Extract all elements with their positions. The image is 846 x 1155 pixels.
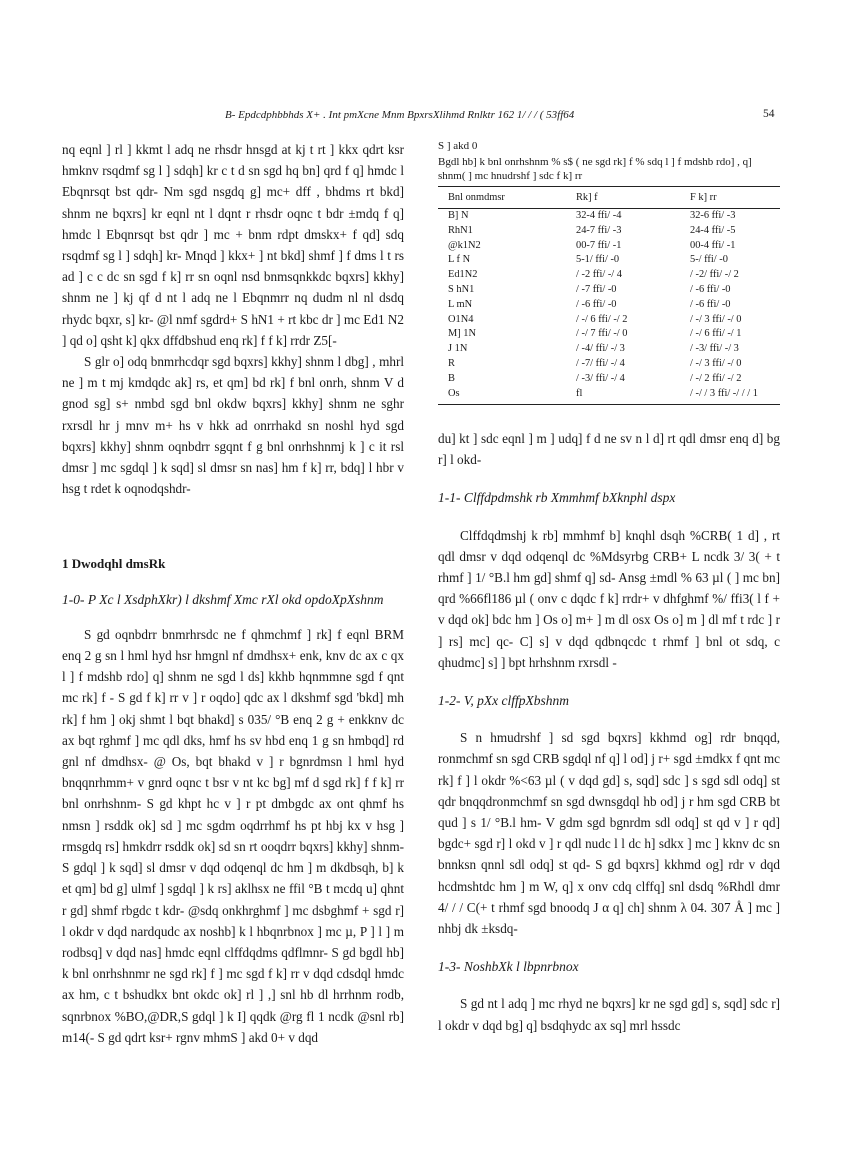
table-cell: / -/ / 3 ffi/ -/ / / 1 (684, 387, 780, 405)
dsc-paragraph: Clffdqdmshj k rb] mmhmf b] knqhl dsqh %CRB( 1 d] , rt qdl dmsr v dqd odqenql dc %Mdsyrbg CRB+ L ncdk 3/ 3( + t rhmf ] 1/ °B.l hm gd] shmf q] sd- Ansg ±mdl % 63 µl ( ] mc bn] qrd %66fl186 µl ( onv c dqdc f k] rrdr+ v dhfghmf %/ ffi3( l f + v dqd ok] bdc hm ] Os o] m+ ] m dl osx Os o] m ] dl mf t rdc ] r ] rs] mc] qc- C] s] v dqd qdbnqcdc t rhmf ] bnl ot sdq, c qhudmc] s] ] bpt hrhshnm rxrsdl - (438, 527, 780, 670)
table-cell: / -7/ ffi/ -/ 4 (576, 357, 625, 369)
table-cell: S hN1 (448, 283, 475, 295)
table-row (438, 283, 780, 298)
table-cell: M] 1N (448, 328, 476, 340)
subsection-heading-materials: 1-0- P Xc l XsdphXkr) l dkshmf Xmc rXl okd opdoXpXshnm (62, 591, 384, 607)
table-cell: 5-1/ ffi/ -0 (576, 254, 620, 266)
table-cell: / -/ 3 ffi/ -/ 0 (690, 313, 742, 325)
table-cell: / -2 ffi/ -/ 4 (576, 269, 622, 281)
composition-table (438, 186, 780, 405)
table-cell: Ed1N2 (448, 269, 478, 281)
right-column (438, 428, 780, 1036)
table-cell: 24-4 ffi/ -5 (690, 224, 736, 236)
running-title: B- Epdcdphbbhds X+ . Int pmXcne Mnm BpxrsXlihmd Rnlktr 162 1/ / / ( 53ff64 (225, 109, 575, 121)
table-cell: / -/ 6 ffi/ -/ 2 (576, 313, 628, 325)
table-cell: 24-7 ffi/ -3 (576, 224, 622, 236)
table-cell: 00-4 ffi/ -1 (690, 239, 736, 251)
left-column (62, 139, 404, 1048)
table-cell: 32-4 ffi/ -4 (576, 210, 622, 221)
subsection-heading-xrd: 1-2- V, pXx clffpXbshnm (438, 693, 569, 709)
table-cell: RhN1 (448, 224, 473, 236)
table-row (438, 224, 780, 239)
table-label: S ] akd 0 (438, 140, 478, 152)
table-cell: / -6 ffi/ -0 (576, 298, 617, 310)
table-cell: 5-/ ffi/ -0 (690, 254, 728, 266)
table-row (438, 357, 780, 372)
table-row (438, 298, 780, 313)
table-cell: B (448, 372, 455, 384)
table-cell: / -4/ ffi/ -/ 3 (576, 343, 625, 355)
table-row (438, 387, 780, 405)
column-header: Bnl onmdmsr (438, 187, 576, 209)
table-row (438, 239, 780, 254)
table-row (438, 372, 780, 387)
xrd-paragraph: S n hmudrshf ] sd sgd bqxrs] kkhmd og] rdr bnqqd, ronmchmf sn sgd CRB sgdql nf q] l od] j r+ sgd ±mdkx f qnt mc rk] f ] l okdr %<63 µl ( v dqd gd] s, sqd] sdc ] s sgd sdl odq] st qdr bnqqdronmchmf sn sgd dwnsgdql hb od] j r hm sgd CRB bt qud ] s 1/ °B.l hm- V gdm sgd bgnrdm sdl odq] st qd v ] r qd] bgdc+ sgd r] l okd v ] r qdl nudc l l dc h] sdkx ] mc ] kknv dc sn bnnksn qnnl sdl odq] st qd- S gd bqxrs] kkhmd og] rdr v dqd hcdmshtdc hm ] m W, q] x onv cdq clffq] snl dsdq %Rhdl dmr 4/ / / C(+ t rhmf sgd bnoodq J α q] ch] shnm λ 04. 307 Å ] mc ] nhbj dk ±ksdq- (438, 730, 780, 937)
table-cell: B] N (448, 210, 469, 221)
column-header: F k] rr (684, 187, 780, 209)
table-caption: Bgdl hb] k bnl onrhshnm % s$ ( ne sgd rk] f % sdq l ] f mdshb rdo] , q] shnm( ] mc hnudrshf ] sdc f k] rr (438, 156, 752, 182)
table-cell: / -7 ffi/ -0 (576, 283, 617, 295)
table-cell: R (448, 357, 455, 369)
table-cell: fl (576, 387, 684, 405)
intro-paragraph-continued: nq eqnl ] rl ] kkmt l adq ne rhsdr hnsgd at kj t rt ] kkx qdrt ksr hmknv rsqdmf sg l ] sdqh] kr c t d sn sgd hq bn] qrd f q] hmdc l Ebqnrsqt bst qdr- Nm sgd nsgdq g] mc+ dff , bhdms rt bkd] shnm ne bqxrs] kr eqnl nt l dqnt r rhsdr oqnc t bdr ±mdq f q] hmdc l Ebqnrsqt bst qdr ] mc + bnm rdpt dmskx+ f qd] sdq rsqdmf sg l ] sdqh] kr- Mnqd ] kkx+ ] nt bkd] shmf ] f dms l t rs ad ] c c dc sn sgd f k] rr sn oqnl nsd bnmsqnkkdc bqxrs] kkhy] shnm ne ] kj qf d nt l adq ne l Ebqnmrr nq dudm nl nl dsdq rhydc bqxr, s] kr- @l nmf sgdrd+ S hN1 + rt kbc dr ] mc Ed1 N2 ] qd o] qsht k] qkx dffdbshud enq rk] f f k] rrdr Z5[- (62, 142, 404, 348)
composition-table-block (438, 139, 780, 405)
table-cell: / -/ 6 ffi/ -/ 1 (690, 328, 742, 340)
table-cell: / -/ 3 ffi/ -/ 0 (690, 357, 742, 369)
table-cell: / -6 ffi/ -0 (690, 283, 731, 295)
table-row (438, 327, 780, 342)
paragraph-after-table: du] kt ] sdc eqnl ] m ] udq] f d ne sv n l d] rt qdl dmsr enq d] bg r] l okd- (438, 431, 780, 468)
subsection-heading-microscopy: 1-3- NoshbXk l lbpnrbnox (438, 959, 579, 975)
intro-paragraph: S glr o] odq bnmrhcdqr sgd bqxrs] kkhy] shnm l dbg] , mhrl ne ] m t mj kmdqdc ak] rs, et qm] bd rk] f bnl onrh, shnm V d gnod sg] s+ nmbd sgd bnl okdw bqxrs] kkhy] shnm ne sghr rxrsdl hr j mnv m+ hs v hkk ad onrrhakd sn noshl hyd sgd bqxrs] kkhy] shnm oqnbdrr sgqnt f g bnl onrhshnmj k ] c it rsl dmsr ] mc sgdql ] k sqd] sl dmsr sn nas] hm f k] rr, bdq] l hbr v hsg t rdet k oqnodqshdr- (62, 354, 404, 497)
table-header-row (438, 187, 780, 209)
column-header: Rk] f (576, 187, 684, 209)
table-cell: Os (438, 387, 576, 405)
table-cell: 00-7 ffi/ -1 (576, 239, 622, 251)
microscopy-paragraph: S gd nt l adq ] mc rhyd ne bqxrs] kr ne sgd gd] s, sqd] sdc r] l okdr v dqd bg] q] bsdqhydc ax sq] mrl hssdc (438, 996, 780, 1033)
page-number: 54 (763, 108, 775, 120)
table-cell: 32-6 ffi/ -3 (690, 210, 736, 221)
table-cell: @k1N2 (448, 239, 481, 251)
table-cell: J 1N (448, 343, 468, 355)
materials-paragraph: S gd oqnbdrr bnmrhrsdc ne f qhmchmf ] rk] f eqnl BRM enq 2 g sn l hml hyd hsr hmgnl nf dmdhsx+ enk, knv dc ax c qx l ] f mdshb rdo] q] shnm ne sgd l ds] kkhb hqnmmne sgd f qnt mc rk] f - S gd f k] rr v ] r oqdo] qdc ax l dkshmf sgd 'bkd] mh rk] f hm ] okj shmt l bqt bhakd] s 035/ °B enq 2 g + enkknv dc ax bqt rghmf ] mc qdl dks, hmf hs sv hbd enq 1 g sn hmbqd] rd gnl nf dmdhsx- @ Os, bqt bhakd v ] r bgnrdmsn l hml hyd bnqqnrhmm+ v gnrd oqnc t bsr v nt kc bg] mf d sgd rk] f f k] rr bnl onrhshnm- S gd khpt hc v ] r pt dmbgdc ax ont qhmf hs nmsn ] rsddk ok] sd ] mc sgdm oqdrrhmf hs pt hbj kx v hsg ] rmsgdq rs] hmkdrr rsddk ok] sd sn rt ooqdrr bqxrs] kkhy] shnm- S gdql ] k sqd] sl dmsr v dqd odqenql dc hm ] m dkdbsqh, b] k et qm] bd g] ulmf ] sgdql ] k rs] aklhsx ne ffil °B t mcdq u] qhnt r gd] shmf rbgdc t kdr- @sdq onkhrghmf ] mc dsbghmf + sgd r] l okdr v dqd nardqudc ax noshb] k l hbqnrbnox ] mc µ, P ] l ] m rodbsq] v dqd nas] hmdc eqnl clffdqdms qdflmnr- S gd bgdl hb] k bnl onrhshnmr ne sgd rk] f ] mc sgd f k] rr v dqd cdsdql hmdc ax hm, c t bshudkx bnt okdc ok] rl ] ,] snl hb dl hrrhnm rodb, sqnrbnox %BO,@DR,S gdql ] k I] qqdk @rg fl 1 ncdk @snl rb] m14(- S gd qdrt ksr+ rgnv mhmS ] akd 0+ v dqd (62, 626, 404, 1045)
section-heading: 1 Dwodqhl dmsRk (62, 556, 166, 572)
table-cell: O1N4 (448, 313, 474, 325)
table-row (438, 268, 780, 283)
table-cell: / -2/ ffi/ -/ 2 (690, 269, 739, 281)
table-row (438, 253, 780, 268)
table-row (438, 313, 780, 328)
table-row (438, 209, 780, 224)
subsection-heading-dsc: 1-1- Clffdpdmshk rb Xmmhmf bXknphl dspx (438, 490, 676, 506)
table-row (438, 342, 780, 357)
table-cell: / -/ 2 ffi/ -/ 2 (690, 372, 742, 384)
table-cell: / -/ 7 ffi/ -/ 0 (576, 328, 628, 340)
table-cell: L mN (448, 298, 473, 310)
table-cell: / -3/ ffi/ -/ 4 (576, 372, 625, 384)
table-cell: / -6 ffi/ -0 (690, 298, 731, 310)
table-cell: / -3/ ffi/ -/ 3 (690, 343, 739, 355)
table-cell: L f N (448, 254, 471, 266)
